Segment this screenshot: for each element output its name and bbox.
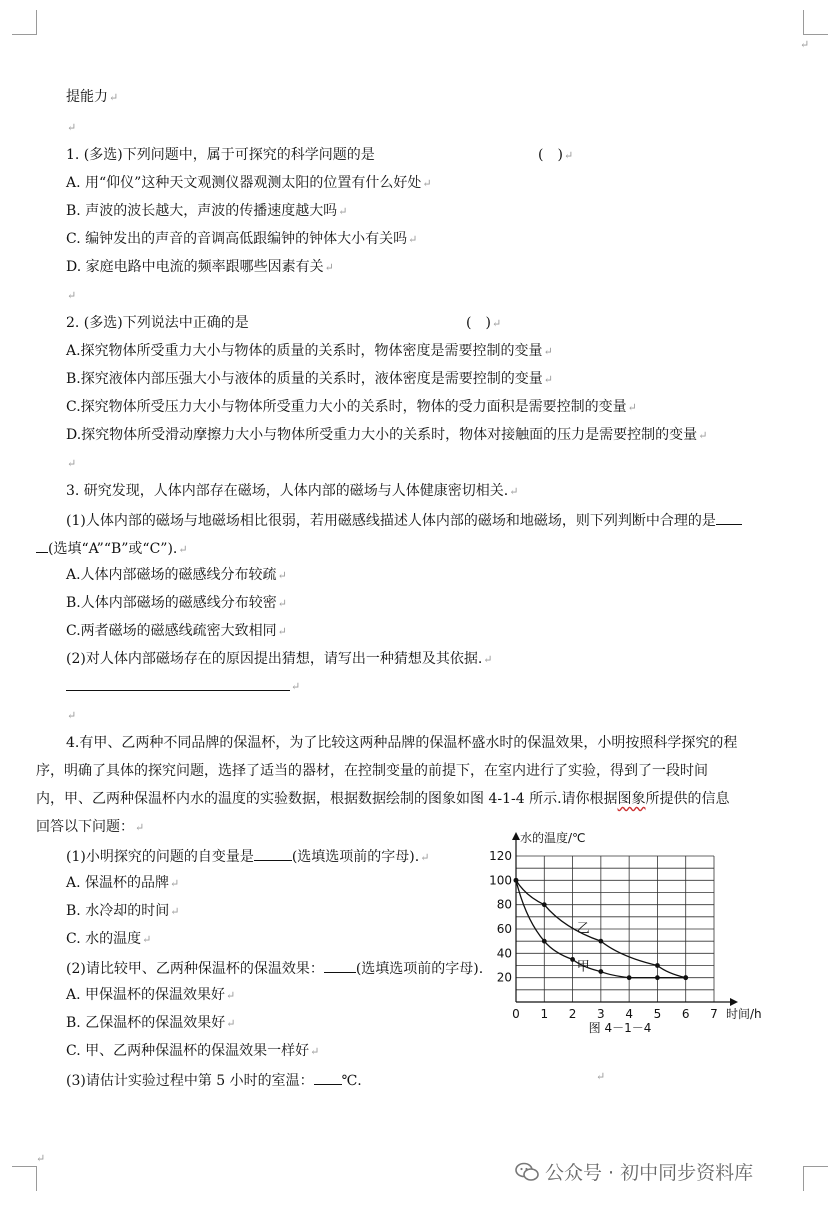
q1-option-c: C. 编钟发出的声音的音调高低跟编钟的钟体大小有关吗↵	[66, 231, 418, 247]
x-axis-label: 时间/h	[726, 1007, 762, 1021]
q4-sub1-option-a: A. 保温杯的品牌↵	[66, 875, 180, 891]
y-axis-label: 水的温度/℃	[520, 831, 586, 845]
data-point-甲	[627, 975, 632, 980]
paragraph-mark: ↵	[36, 1152, 46, 1165]
q4-sub2-option-a: A. 甲保温杯的保温效果好↵	[66, 987, 236, 1003]
data-point-甲	[655, 975, 660, 980]
q2-option-b: B.探究液体内部压强大小与液体的质量的关系时，液体密度是需要控制的变量↵	[66, 371, 553, 387]
data-point-乙	[514, 878, 519, 883]
data-point-乙	[683, 975, 688, 980]
q3-sub1-line1: (1)人体内部的磁场与地磁场相比很弱，若用磁感线描述人体内部的磁场和地磁场，则下列判断中合理的是	[66, 510, 742, 530]
paragraph-mark: ↵	[596, 1070, 606, 1083]
x-tick-label: 2	[568, 1007, 577, 1021]
paragraph-mark: ↵	[800, 38, 810, 51]
y-tick-label: 120	[489, 849, 512, 863]
crop-mark-bottom-right	[803, 1166, 828, 1191]
data-point-甲	[542, 939, 547, 944]
q4-sub2-option-b: B. 乙保温杯的保温效果好↵	[66, 1015, 236, 1031]
empty-paragraph: ↵	[67, 289, 77, 302]
section-heading: 提能力↵	[66, 89, 119, 105]
crop-mark-bottom-left	[12, 1166, 37, 1191]
q1-option-a: A. 用“仰仪”这种天文观测仪器观测太阳的位置有什么好处↵	[66, 175, 432, 191]
data-point-甲	[598, 969, 603, 974]
x-tick-label: 0	[512, 1007, 520, 1021]
series-label: 乙	[576, 921, 590, 937]
x-tick-label: 5	[653, 1007, 662, 1021]
data-point-乙	[598, 939, 603, 944]
crop-mark-top-right	[803, 10, 828, 35]
q4-stem-line3: 内，甲、乙两种保温杯内水的温度的实验数据，根据数据绘制的图象如图 4-1-4 所示.请你根据图象所提供的信息	[36, 791, 730, 807]
y-tick-label: 20	[496, 970, 512, 985]
q1-bracket: ( )↵	[538, 147, 574, 163]
q3-sub1-option-c: C.两者磁场的磁感线疏密大致相同↵	[66, 623, 287, 639]
q4-sub1-option-c: C. 水的温度↵	[66, 931, 152, 947]
q3-sub1-option-b: B.人体内部磁场的磁感线分布较密↵	[66, 595, 287, 611]
q4-sub1: (1)小明探究的问题的自变量是 (选填选项前的字母).↵	[66, 846, 429, 867]
answer-line[interactable]	[66, 690, 290, 691]
q1-option-d: D. 家庭电路中电流的频率跟哪些因素有关↵	[66, 259, 334, 275]
q3-sub1-line2: (选填“A”“B”或“C”).↵	[36, 538, 188, 559]
y-tick-label: 60	[496, 922, 512, 936]
q4-sub2: (2)请比较甲、乙两种保温杯的保温效果： (选填选项前的字母).	[66, 958, 483, 978]
y-tick-label: 80	[496, 897, 512, 912]
x-tick-label: 1	[540, 1007, 549, 1021]
y-axis-arrow	[512, 832, 520, 840]
q2-option-d: D.探究物体所受滑动摩擦力大小与物体所受重力大小的关系时，物体对接触面的压力是需要控制的变量↵	[66, 427, 708, 443]
x-tick-label: 7	[710, 1007, 718, 1021]
chart-canvas	[478, 826, 778, 1042]
answer-blank[interactable]	[324, 958, 356, 973]
q4-sub2-option-c: C. 甲、乙两种保温杯的保温效果一样好↵	[66, 1043, 320, 1059]
answer-blank[interactable]	[314, 1070, 342, 1085]
y-tick-label: 40	[496, 946, 512, 961]
y-tick-label: 100	[489, 873, 512, 888]
q3-stem: 3. 研究发现，人体内部存在磁场，人体内部的磁场与人体健康密切相关.↵	[66, 483, 519, 499]
data-point-乙	[655, 963, 660, 968]
q1-stem: 1. (多选)下列问题中，属于可探究的科学问题的是	[66, 147, 375, 163]
wechat-icon	[515, 1162, 539, 1182]
q2-stem: 2. (多选)下列说法中正确的是	[66, 315, 249, 331]
q3-sub2: (2)对人体内部磁场存在的原因提出猜想，请写出一种猜想及其依据.↵	[66, 651, 493, 667]
q1-option-b: B. 声波的波长越大，声波的传播速度越大吗↵	[66, 203, 348, 219]
q2-option-a: A.探究物体所受重力大小与物体的质量的关系时，物体密度是需要控制的变量↵	[66, 343, 553, 359]
q4-stem-line1: 4.有甲、乙两种不同品牌的保温杯，为了比较这两种品牌的保温杯盛水时的保温效果，小明按照科学探究的程	[66, 735, 738, 751]
q2-option-c: C.探究物体所受压力大小与物体所受重力大小的关系时，物体的受力面积是需要控制的变量↵	[66, 399, 637, 415]
q4-stem-line2: 序，明确了具体的探究问题，选择了适当的器材，在控制变量的前提下，在室内进行了实验，得到了一段时间	[36, 763, 708, 779]
paragraph-mark: ↵	[291, 680, 301, 693]
answer-blank[interactable]	[716, 510, 742, 525]
temperature-chart	[478, 826, 778, 1042]
q4-sub3: (3)请估计实验过程中第 5 小时的室温： ℃.	[66, 1070, 362, 1090]
series-label: 甲	[576, 959, 590, 975]
q3-sub1-option-a: A.人体内部磁场的磁感线分布较疏↵	[66, 567, 287, 583]
data-point-乙	[542, 902, 547, 907]
q2-bracket: ( )↵	[466, 315, 502, 331]
x-tick-label: 3	[597, 1007, 605, 1021]
answer-blank[interactable]	[36, 538, 48, 553]
crop-mark-top-left	[12, 10, 37, 35]
x-axis-arrow	[730, 998, 738, 1006]
watermark: 公众号 · 初中同步资料库	[515, 1158, 753, 1185]
q4-sub1-option-b: B. 水冷却的时间↵	[66, 903, 180, 919]
data-point-甲	[570, 957, 575, 962]
answer-blank[interactable]	[254, 846, 292, 861]
empty-paragraph: ↵	[67, 709, 77, 722]
figure-caption: 图 4－1－4	[588, 1021, 652, 1035]
empty-paragraph: ↵	[67, 121, 77, 134]
x-tick-label: 6	[681, 1007, 690, 1021]
x-tick-label: 4	[625, 1007, 633, 1021]
empty-paragraph: ↵	[67, 457, 77, 470]
q4-stem-line4: 回答以下问题：↵	[36, 819, 145, 835]
